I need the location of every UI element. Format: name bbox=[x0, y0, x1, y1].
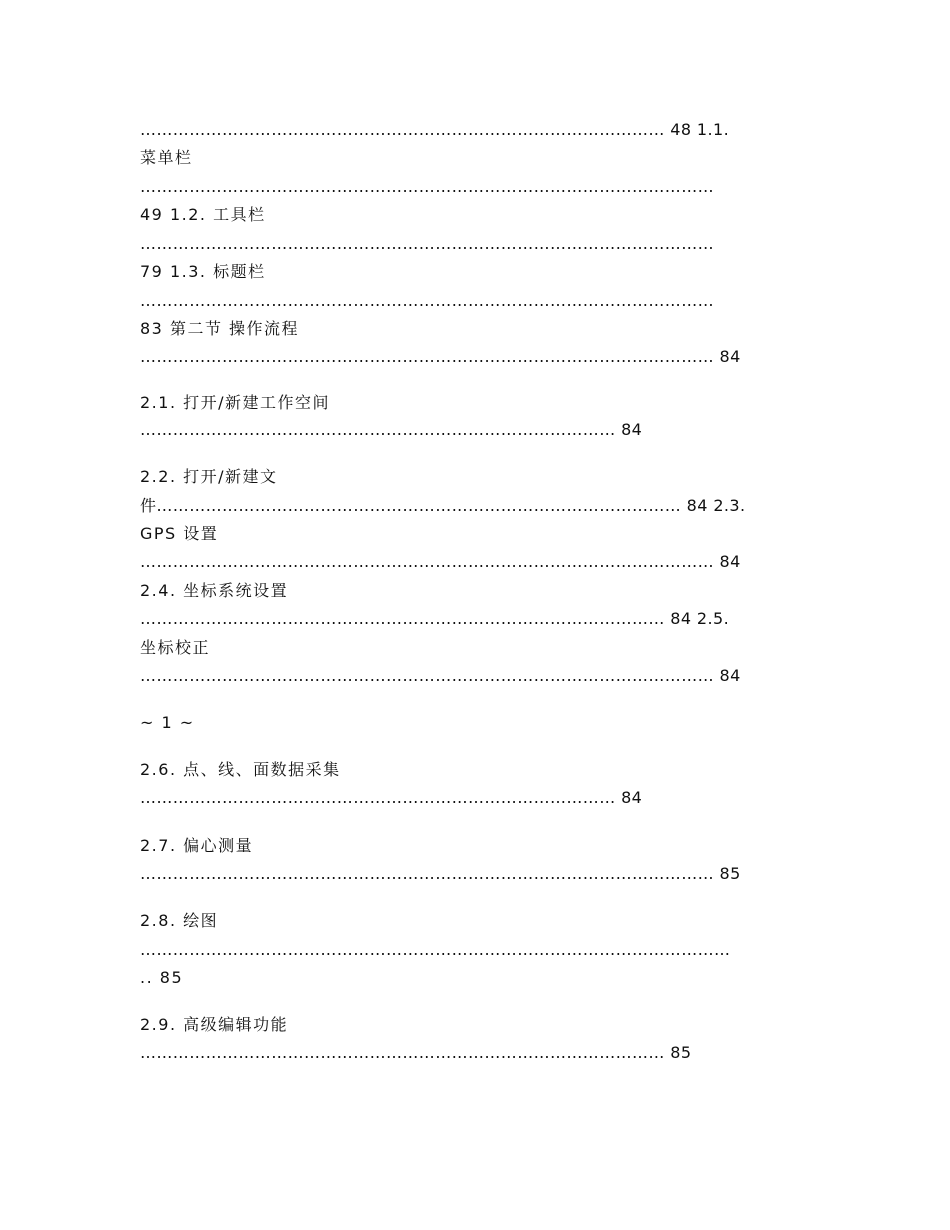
toc-dot-leader: …………………………………………………………………………… 84 bbox=[140, 788, 643, 807]
toc-dot-leader: …………………………………………………………………………………………… 85 bbox=[140, 864, 741, 883]
toc-entry-toolbar: 49 1.2. 工具栏 bbox=[140, 205, 266, 224]
toc-entry-2-9: 2.9. 高级编辑功能 bbox=[140, 1015, 289, 1034]
toc-entry-2-5: 坐标校正 bbox=[140, 638, 211, 657]
toc-entry-section-two: 83 第二节 操作流程 bbox=[140, 319, 300, 338]
toc-entry-title-bar: 79 1.3. 标题栏 bbox=[140, 262, 266, 281]
toc-dot-leader: 件…………………………………………………………………………………… 84 2.3. bbox=[140, 496, 746, 515]
toc-dot-leader: …………………………………………………………………………………………… bbox=[140, 177, 714, 196]
toc-dot-leader: …………………………………………………………………………………………… bbox=[140, 291, 714, 310]
toc-dot-leader: …………………………………………………………………………………………… bbox=[140, 234, 714, 253]
toc-dot-leader: …………………………………………………………………………………… 85 bbox=[140, 1043, 692, 1062]
toc-entry-2-8: 2.8. 绘图 bbox=[140, 911, 219, 930]
toc-dot-leader: ……………………………………………………………………………………………… bbox=[140, 940, 731, 959]
toc-entry-2-7: 2.7. 偏心测量 bbox=[140, 836, 254, 855]
toc-entry-2-6: 2.6. 点、线、面数据采集 bbox=[140, 760, 341, 779]
toc-entry-2-2: 2.2. 打开/新建文 bbox=[140, 467, 278, 486]
toc-dot-leader: …………………………………………………………………………… 84 bbox=[140, 420, 643, 439]
toc-dot-leader: …………………………………………………………………………………………… 84 bbox=[140, 552, 741, 571]
toc-entry-2-1: 2.1. 打开/新建工作空间 bbox=[140, 393, 331, 412]
page-number: ~ 1 ~ bbox=[140, 713, 195, 732]
toc-dot-leader: …………………………………………………………………………………… 84 2.5. bbox=[140, 609, 730, 628]
toc-dot-leader: …………………………………………………………………………………… 48 1.1. bbox=[140, 120, 730, 139]
toc-entry-2-4: 2.4. 坐标系统设置 bbox=[140, 581, 289, 600]
toc-entry-2-3: GPS 设置 bbox=[140, 524, 219, 543]
toc-dot-leader: …………………………………………………………………………………………… 84 bbox=[140, 666, 741, 685]
toc-dot-leader: …………………………………………………………………………………………… 84 bbox=[140, 347, 741, 366]
toc-dot-leader-continued: .. 85 bbox=[140, 968, 184, 987]
toc-entry-menu-bar: 菜单栏 bbox=[140, 148, 193, 167]
